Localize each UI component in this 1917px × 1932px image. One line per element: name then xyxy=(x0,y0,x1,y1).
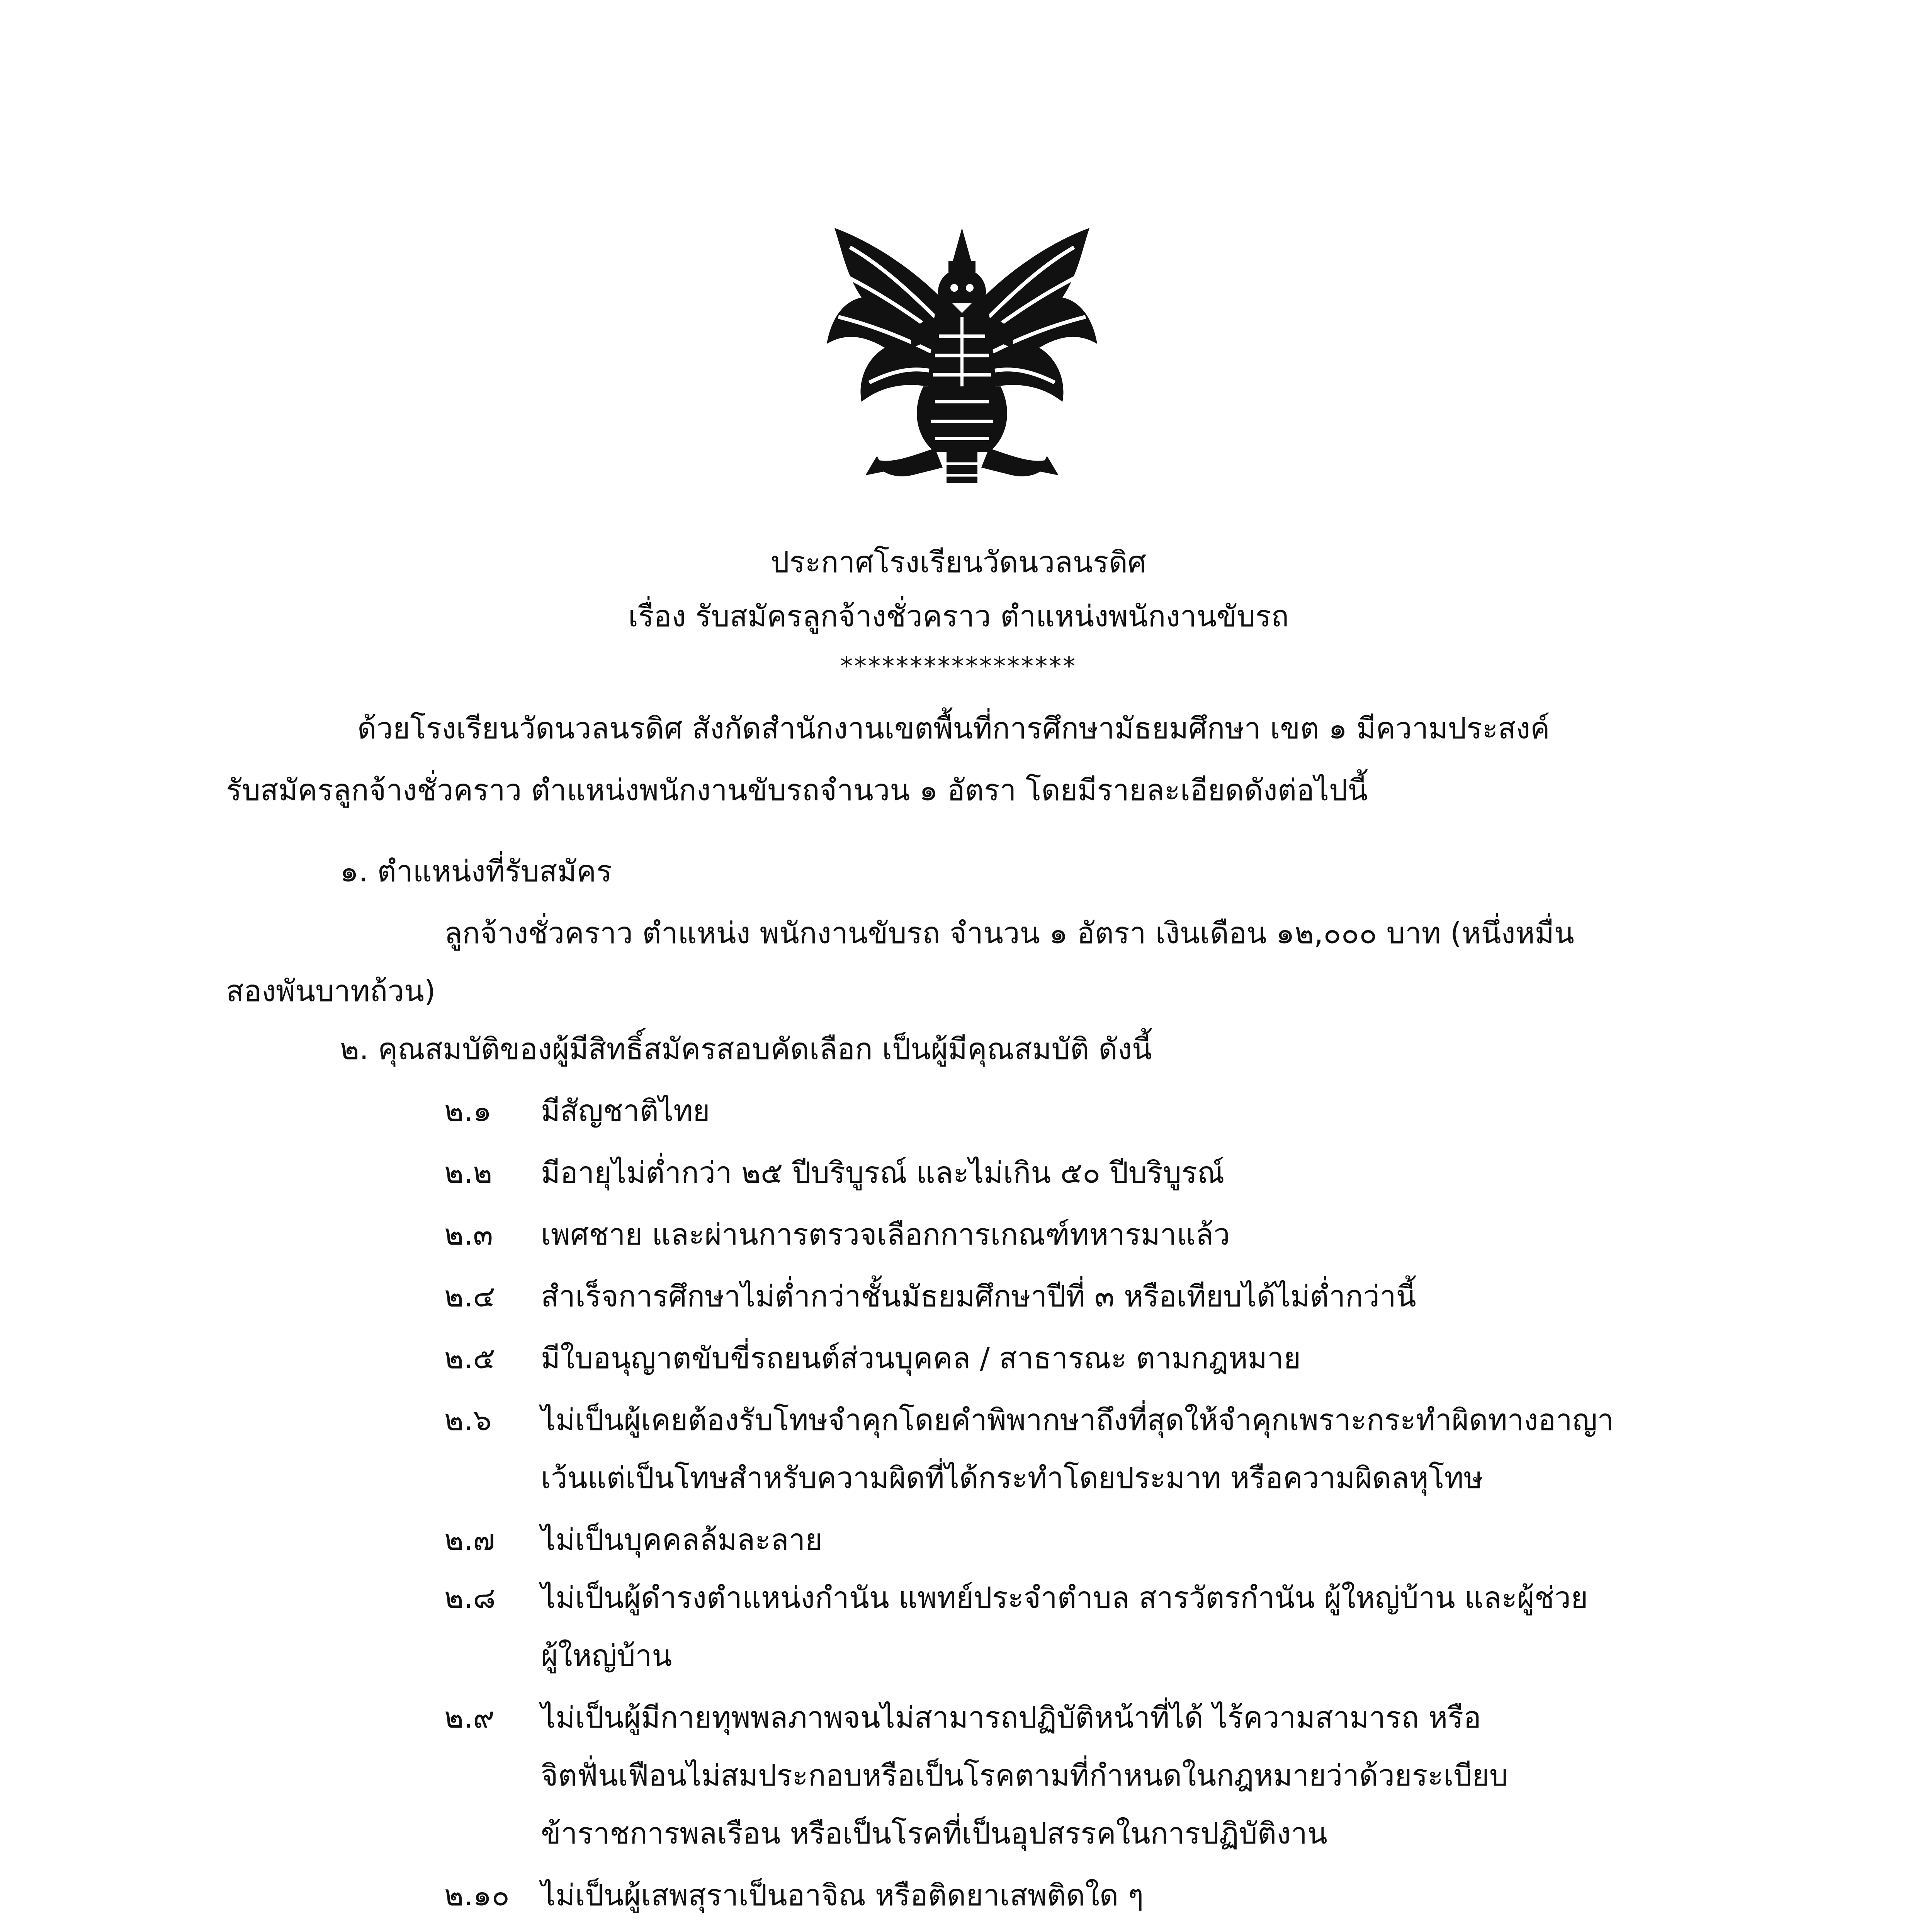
qualification-number: ๒.๘ xyxy=(444,1580,496,1615)
intro-line-1: ด้วยโรงเรียนวัดนวลนรดิศ สังกัดสำนักงานเขตพื้นที่การศึกษามัธยมศึกษา เขต ๑ มีความประสงค์ xyxy=(357,711,1550,745)
intro-line-2: รับสมัครลูกจ้างชั่วคราว ตำแหน่งพนักงานขับรถจำนวน ๑ อัตรา โดยมีรายละเอียดดังต่อไปนี้ xyxy=(226,773,1368,807)
qualification-number: ๒.๑๐ xyxy=(444,1878,510,1912)
qualification-text: ไม่เป็นผู้ดำรงตำแหน่งกำนัน แพทย์ประจำตำบล สารวัตรกำนัน ผู้ใหญ่บ้าน และผู้ช่วย xyxy=(541,1580,1588,1615)
section-1-heading: ๑. ตำแหน่งที่รับสมัคร xyxy=(340,854,612,888)
section-1-line-2: สองพันบาทถ้วน) xyxy=(226,974,436,1008)
section-1-line-1: ลูกจ้างชั่วคราว ตำแหน่ง พนักงานขับรถ จำนวน ๑ อัตรา เงินเดือน ๑๒,๐๐๐ บาท (หนึ่งหมื่น xyxy=(444,916,1574,950)
qualification-number: ๒.๔ xyxy=(444,1279,495,1313)
qualification-text-continued: จิตฟั่นเฟือนไม่สมประกอบหรือเป็นโรคตามที่กำหนดในกฎหมายว่าด้วยระเบียบ xyxy=(541,1758,1508,1793)
qualification-text: ไม่เป็นผู้เสพสุราเป็นอาจิณ หรือติดยาเสพติดใด ๆ xyxy=(541,1878,1144,1912)
qualification-number: ๒.๒ xyxy=(444,1155,493,1190)
title-separator: ***************** xyxy=(840,652,1077,681)
announcement-title: ประกาศโรงเรียนวัดนวลนรดิศ xyxy=(770,545,1147,579)
qualification-text-continued: เว้นแต่เป็นโทษสำหรับความผิดที่ได้กระทำโดยประมาท หรือความผิดลหุโทษ xyxy=(541,1461,1483,1495)
announcement-subject: เรื่อง รับสมัครลูกจ้างชั่วคราว ตำแหน่งพนักงานขับรถ xyxy=(628,599,1289,633)
qualification-text: เพศชาย และผ่านการตรวจเลือกการเกณฑ์ทหารมาแล้ว xyxy=(541,1217,1230,1252)
qualification-number: ๒.๖ xyxy=(444,1403,492,1437)
qualification-text: มีใบอนุญาตขับขี่รถยนต์ส่วนบุคคล / สาธารณะ ตามกฎหมาย xyxy=(541,1341,1301,1375)
qualification-text: มีอายุไม่ต่ำกว่า ๒๕ ปีบริบูรณ์ และไม่เกิน ๕๐ ปีบริบูรณ์ xyxy=(541,1155,1225,1190)
qualification-text: สำเร็จการศึกษาไม่ต่ำกว่าชั้นมัธยมศึกษาปีที่ ๓ หรือเทียบได้ไม่ต่ำกว่านี้ xyxy=(541,1279,1416,1313)
qualification-number: ๒.๙ xyxy=(444,1700,495,1735)
qualification-number: ๒.๑ xyxy=(444,1094,492,1128)
qualification-text: ไม่เป็นผู้มีกายทุพพลภาพจนไม่สามารถปฏิบัติหน้าที่ได้ ไร้ความสามารถ หรือ xyxy=(541,1700,1481,1735)
qualification-text: มีสัญชาติไทย xyxy=(541,1094,710,1128)
qualification-text: ไม่เป็นผู้เคยต้องรับโทษจำคุกโดยคำพิพากษาถึงที่สุดให้จำคุกเพราะกระทำผิดทางอาญา xyxy=(541,1403,1614,1437)
qualification-text: ไม่เป็นบุคคลล้มละลาย xyxy=(541,1522,823,1557)
qualification-text-continued: ข้าราชการพลเรือน หรือเป็นโรคที่เป็นอุปสรรคในการปฏิบัติงาน xyxy=(541,1816,1327,1850)
qualification-number: ๒.๕ xyxy=(444,1341,495,1375)
garuda-emblem-icon xyxy=(819,220,1105,491)
qualification-number: ๒.๓ xyxy=(444,1217,493,1252)
qualification-number: ๒.๗ xyxy=(444,1522,495,1557)
section-2-heading: ๒. คุณสมบัติของผู้มีสิทธิ์สมัครสอบคัดเลือก เป็นผู้มีคุณสมบัติ ดังนี้ xyxy=(340,1032,1152,1066)
qualification-text-continued: ผู้ใหญ่บ้าน xyxy=(541,1638,672,1673)
